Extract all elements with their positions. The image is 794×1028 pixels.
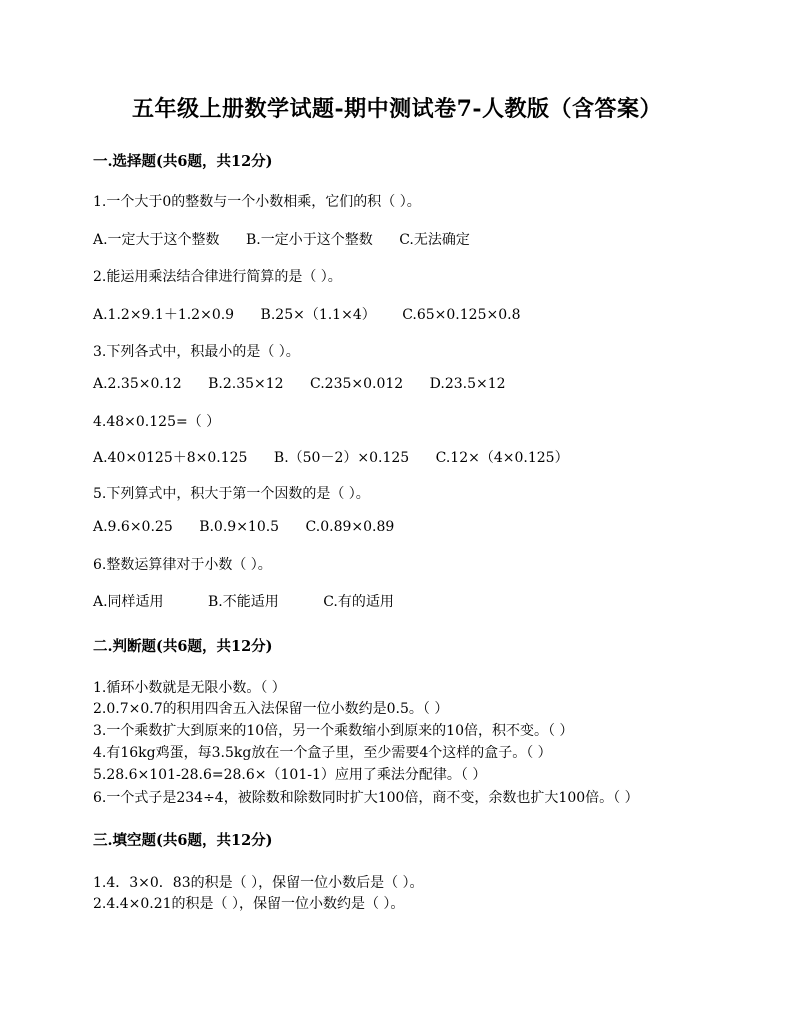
option-b: B.0.9×10.5 [199, 519, 280, 535]
question-1: 1.一个大于0的整数与一个小数相乘，它们的积（ ）。 [93, 194, 421, 210]
fill-item-1: 1.4．3×0．83的积是（ ），保留一位小数后是（ ）。 [93, 875, 424, 891]
page-title: 五年级上册数学试题-期中测试卷7-人教版（含答案） [131, 96, 663, 122]
judge-item-1: 1.循环小数就是无限小数。（ ） [93, 680, 286, 696]
question-6: 6.整数运算律对于小数（ ）。 [93, 557, 272, 573]
options-4 [93, 447, 591, 467]
fill-item-2: 2.4.4×0.21的积是（ ），保留一位小数约是（ ）。 [93, 896, 405, 912]
options-3 [93, 376, 528, 392]
judge-item-5: 5.28.6×101-28.6=28.6×（101-1）应用了乘法分配律。（ ） [93, 767, 487, 783]
section-heading-choice: 一.选择题(共6题，共12分) [93, 153, 273, 170]
option-c: C.65×0.125×0.8 [402, 307, 521, 323]
question-4: 4.48×0.125=（ ） [93, 414, 221, 430]
question-3: 3.下列各式中，积最小的是（ ）。 [93, 344, 300, 360]
options-5 [93, 519, 416, 535]
option-a: A.一定大于这个整数 [93, 232, 220, 248]
judge-item-2: 2.0.7×0.7的积用四舍五入法保留一位小数约是0.5。（ ） [93, 701, 449, 717]
option-b: B.一定小于这个整数 [246, 232, 373, 248]
section-heading-judge: 二.判断题(共6题，共12分) [93, 638, 273, 655]
option-b: B.不能适用 [208, 594, 279, 610]
option-b: B.25×（1.1×4） [260, 307, 376, 323]
question-2: 2.能运用乘法结合律进行简算的是（ ）。 [93, 269, 342, 285]
option-a: A.9.6×0.25 [93, 519, 173, 535]
section-heading-fill: 三.填空题(共6题，共12分) [93, 832, 273, 849]
judge-item-3: 3.一个乘数扩大到原来的10倍，另一个乘数缩小到原来的10倍，积不变。（ ） [93, 723, 574, 739]
judge-item-6: 6.一个式子是234÷4，被除数和除数同时扩大100倍，商不变，余数也扩大100倍。（ ） [93, 790, 639, 806]
option-a: A.1.2×9.1＋1.2×0.9 [93, 307, 235, 323]
option-c: C.有的适用 [323, 594, 394, 610]
options-2 [93, 304, 542, 324]
options-6 [93, 591, 416, 611]
option-a: A.40×0125＋8×0.125 [93, 450, 248, 466]
option-a: A.2.35×0.12 [93, 376, 182, 392]
judge-item-4: 4.有16kg鸡蛋，每3.5kg放在一个盒子里，至少需要4个这样的盒子。（ ） [93, 745, 552, 761]
option-c: C.0.89×0.89 [305, 519, 395, 535]
option-d: D.23.5×12 [429, 376, 506, 392]
option-b: B.（50－2）×0.125 [273, 450, 410, 466]
options-1 [93, 229, 492, 249]
option-a: A.同样适用 [93, 594, 164, 610]
option-c: C.235×0.012 [310, 376, 404, 392]
option-c: C.无法确定 [399, 232, 470, 248]
option-c: C.12×（4×0.125） [435, 450, 569, 466]
option-b: B.2.35×12 [208, 376, 284, 392]
question-5: 5.下列算式中，积大于第一个因数的是（ ）。 [93, 486, 370, 502]
